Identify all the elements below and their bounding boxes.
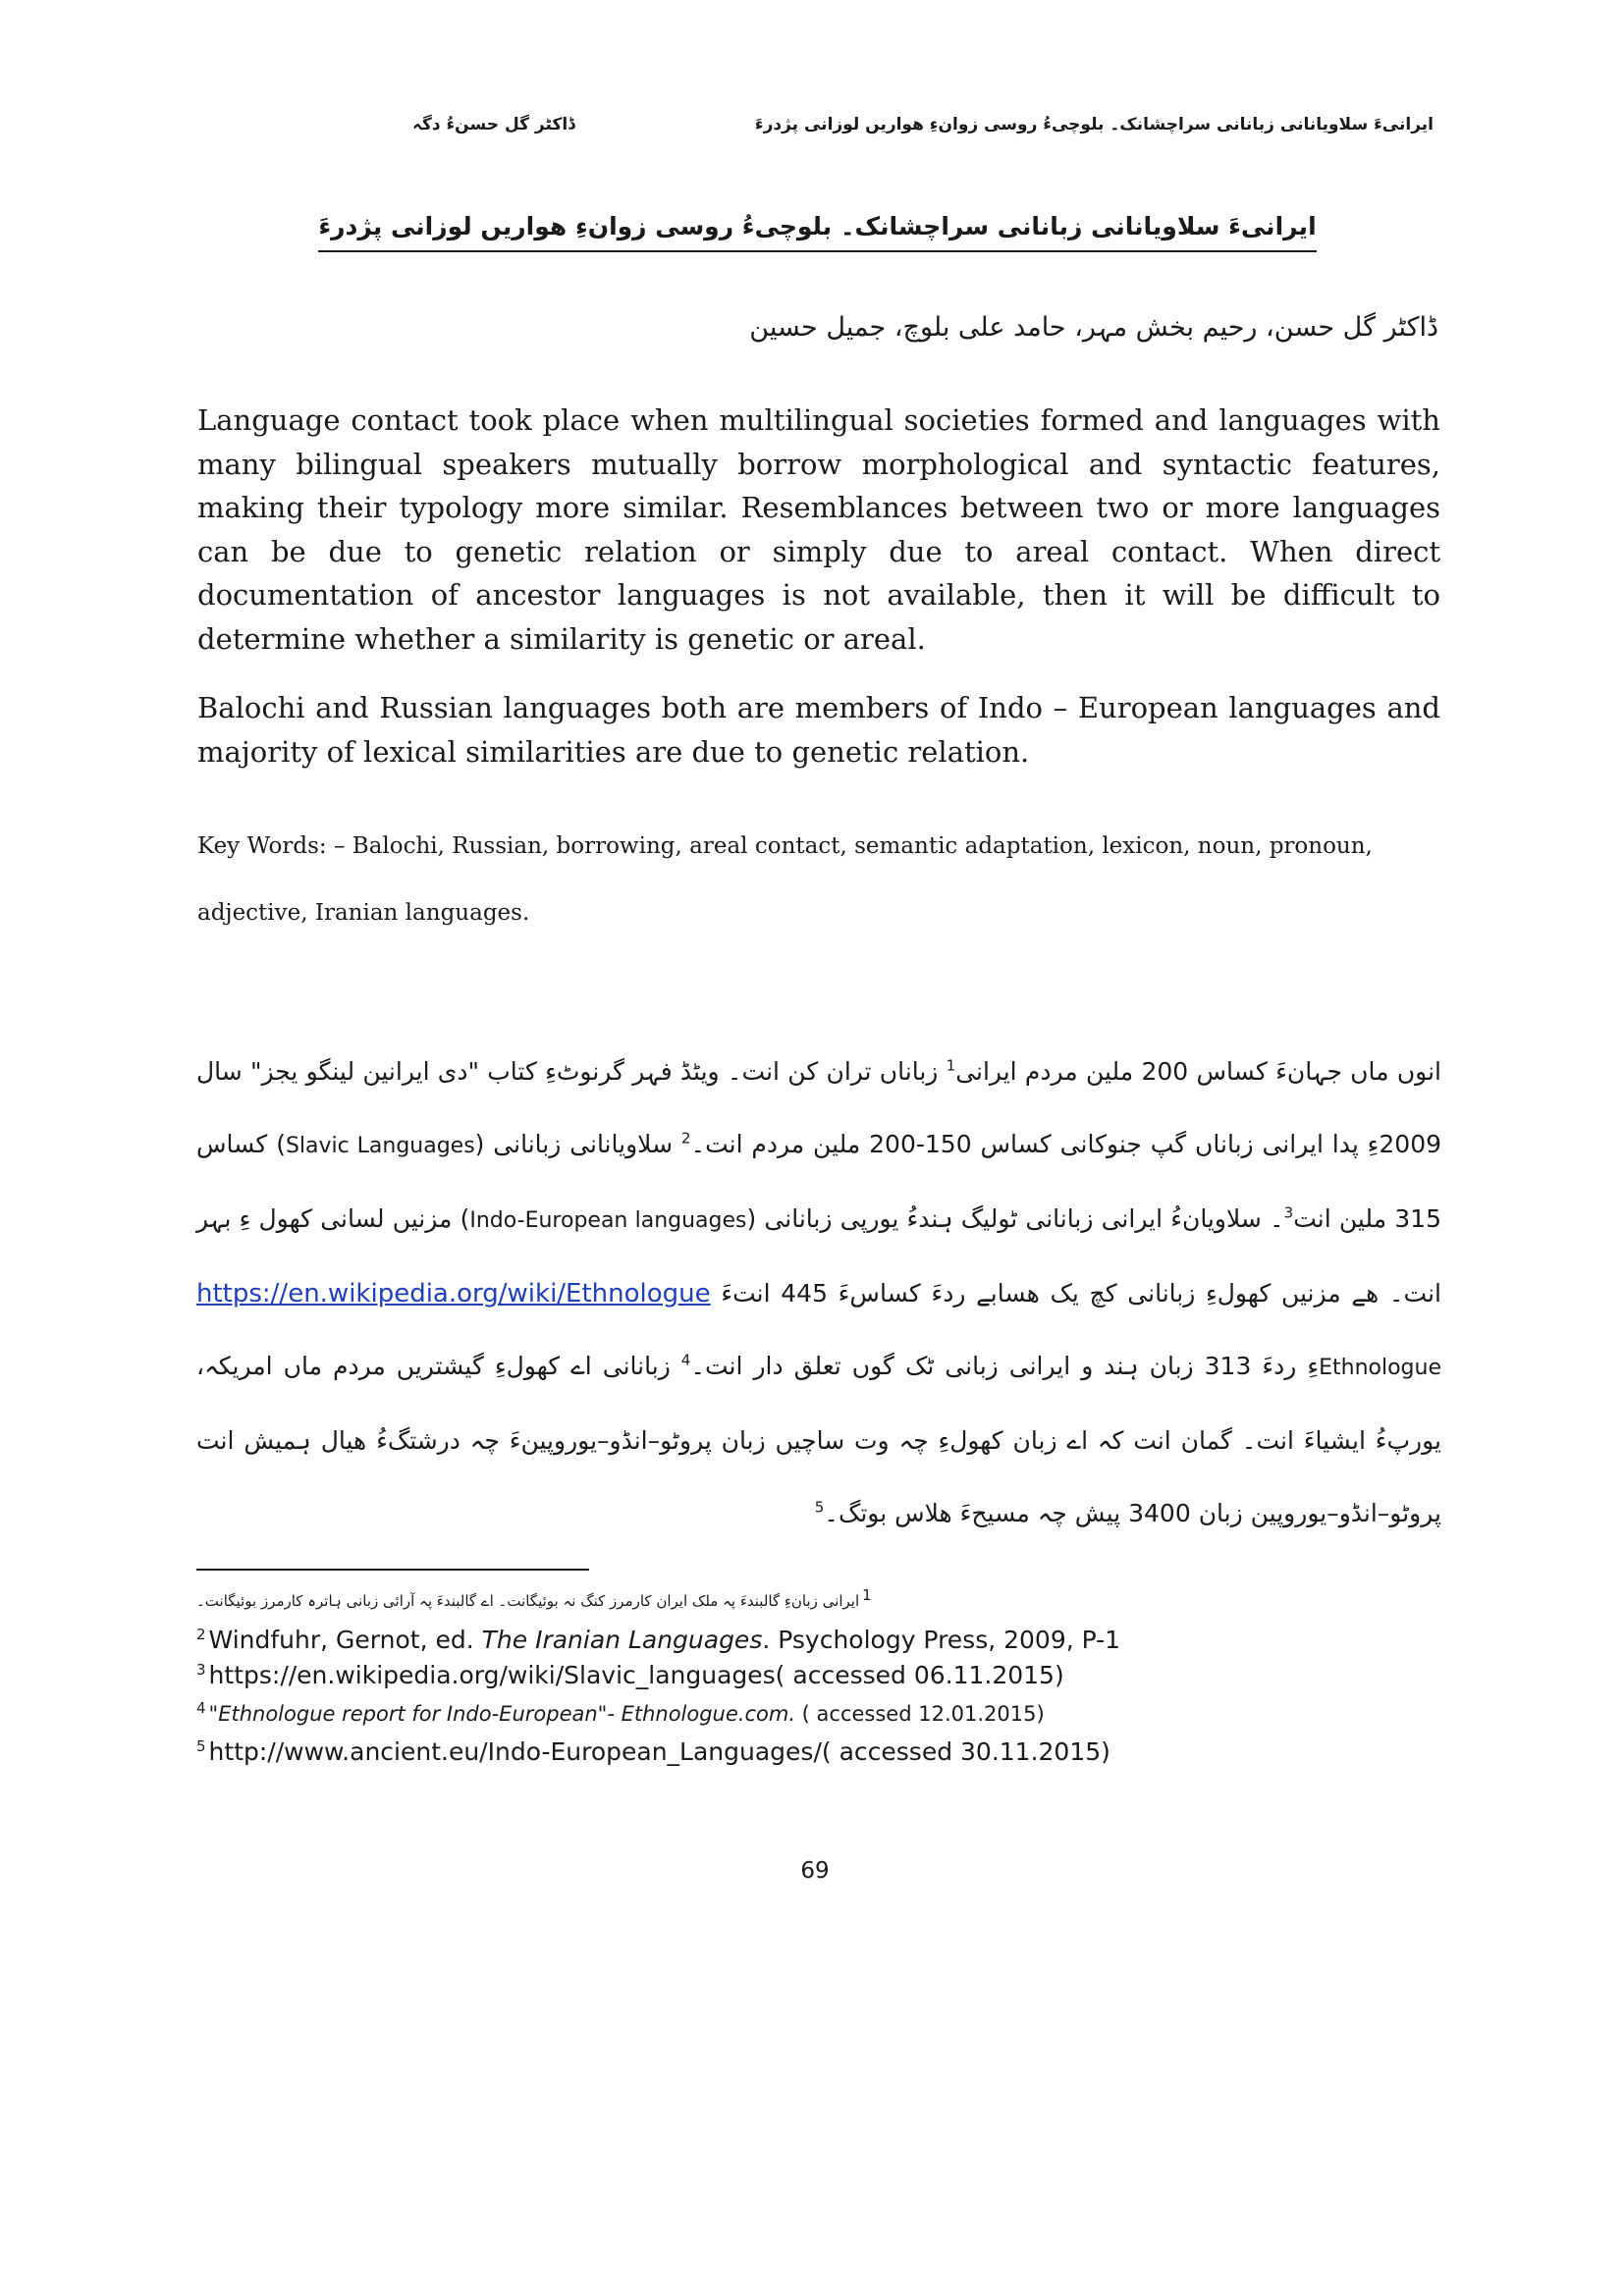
- footnote-text: https://en.wikipedia.org/wiki/Slavic_languages( accessed 06.11.2015): [208, 1661, 1064, 1689]
- body-text: سلاویانانی زبانانی (: [474, 1130, 681, 1158]
- footnote-number: 2: [196, 1625, 206, 1643]
- footnote-number: 1: [862, 1586, 872, 1604]
- body-text: ) مزنیں لسانی کھول ءِ بہر انت۔ ھے مزنیں کھولءِ زبانانی کچ یک ھسابے ردءَ کساسءَ 445 انتءَ: [196, 1204, 1441, 1308]
- footnote-text: Windfuhr, Gernot, ed.: [208, 1626, 482, 1654]
- footnote-4: [196, 1699, 1443, 1726]
- ethnologue-term: Ethnologue: [1319, 1356, 1441, 1380]
- body-text: ) کساس 315 ملین انت: [196, 1130, 1441, 1233]
- keywords: Key Words: – Balochi, Russian, borrowing, areal contact, semantic adaptation, lexicon, noun, pronoun, adjective, Iranian languages.: [197, 833, 1373, 926]
- body-text: انوں ماں جہانءَ کساس 200 ملین مردم ایرانی: [955, 1057, 1441, 1086]
- authors-line: ڈاکٹر گل حسن، رحیم بخش مہر، حامد علی بلوچ، جمیل حسین: [749, 312, 1438, 343]
- indo-european-term: Indo-European languages: [469, 1208, 747, 1233]
- footnote-report-title: "Ethnologue report for Indo-European"- Ethnologue.com.: [208, 1702, 795, 1726]
- footnote-book-title: The Iranian Languages: [481, 1626, 763, 1654]
- running-head-title: ایرانیءَ سلاویانانی زبانانی سراچشانک۔ بلوچیءُ روسی زوانءِ ھواریں لوزانی پژدرءَ: [754, 115, 1434, 134]
- footnote-2: [196, 1626, 1443, 1654]
- body-text: ءِ ردءَ 313 زبان ہند و ایرانی زبانی ٹک گوں تعلق دار انت۔: [690, 1352, 1320, 1380]
- footnote-3: [196, 1661, 1443, 1689]
- footnote-number: 4: [196, 1699, 206, 1717]
- footnote-number: 5: [196, 1736, 206, 1755]
- footnote-number: 3: [196, 1660, 206, 1679]
- footnote-ref-2[interactable]: 2: [680, 1129, 691, 1148]
- footnote-ref-5[interactable]: 5: [814, 1498, 825, 1517]
- footnote-ref-4[interactable]: 4: [680, 1351, 691, 1369]
- body-paragraph: [196, 1036, 1441, 1550]
- footnote-ref-3[interactable]: 3: [1283, 1203, 1294, 1222]
- body-text: زبانانی اے کھولءِ گیشتریں مردم ماں امریکہ، یورپءُ ایشیاءَ انت۔ گمان انت کہ اے زبان کھولءِ چہ وت ساچیں زبان پروٹو–انڈو–یوروپینءَ چہ درشتگءُ ھیال ہمیش انت پروٹو–انڈو–یوروپین زبان 3400 پیش چہ مسیحءَ ھلاس بوتگ۔: [196, 1352, 1441, 1527]
- abstract-paragraph-1: Language contact took place when multilingual societies formed and languages with many bilingual speakers mutually borrow morphological and syntactic features, making their typology more similar. Resemblances between two or more languages can be due to genetic relation or simply due to areal contact. When direct documentation of ancestor languages is not available, then it will be difficult to determine whether a similarity is genetic or areal.: [197, 403, 1440, 656]
- body-text: زباناں تران کن انت۔ ویٹڈ فہر گرنوٹءِ کتاب "دی ایرانین لینگو یجز" سال 2009ءِ پدا ایرانی زباناں گپ جنوکانی کساس 150-200 ملین مردم انت۔: [196, 1057, 1442, 1158]
- footnote-text: ایرانی زبانءِ گالبندءَ پہ ملک ایران کارمرز کنگ نہ بوئیگانت۔ اے گالبندءَ پہ آرائی زبانی ہاترہ کارمرز بوئیگانت۔: [196, 1592, 860, 1610]
- footnote-1: [196, 1586, 1443, 1610]
- slavic-languages-term: Slavic Languages: [285, 1134, 475, 1158]
- running-head-author: ڈاکٹر گل حسنءُ دگہ: [412, 115, 575, 134]
- footnote-text: ( accessed 12.01.2015): [795, 1702, 1045, 1726]
- page-number: 69: [800, 1858, 830, 1884]
- ethnologue-link[interactable]: https://en.wikipedia.org/wiki/Ethnologue: [196, 1279, 711, 1308]
- footnote-ref-1[interactable]: 1: [946, 1056, 956, 1075]
- abstract-paragraph-2: Balochi and Russian languages both are members of Indo – European languages and majority of lexical similarities are due to genetic relation.: [197, 691, 1440, 769]
- footnote-text: . Psychology Press, 2009, P-1: [762, 1626, 1121, 1654]
- article-title-text: ایرانیءَ سلاویانانی زبانانی سراچشانک۔ بلوچیءُ روسی زوانءِ ھواریں لوزانی پژدرءَ: [318, 212, 1316, 252]
- footnote-text: http://www.ancient.eu/Indo-European_Languages/( accessed 30.11.2015): [208, 1737, 1110, 1766]
- footnote-divider: [196, 1569, 589, 1571]
- body-text: ۔ سلاویانءُ ایرانی زبانانی ٹولیگ ہندءُ یورپی زبانانی (: [746, 1204, 1284, 1233]
- article-title: [196, 212, 1438, 240]
- footnote-5: [196, 1737, 1443, 1766]
- running-head: [196, 108, 1434, 147]
